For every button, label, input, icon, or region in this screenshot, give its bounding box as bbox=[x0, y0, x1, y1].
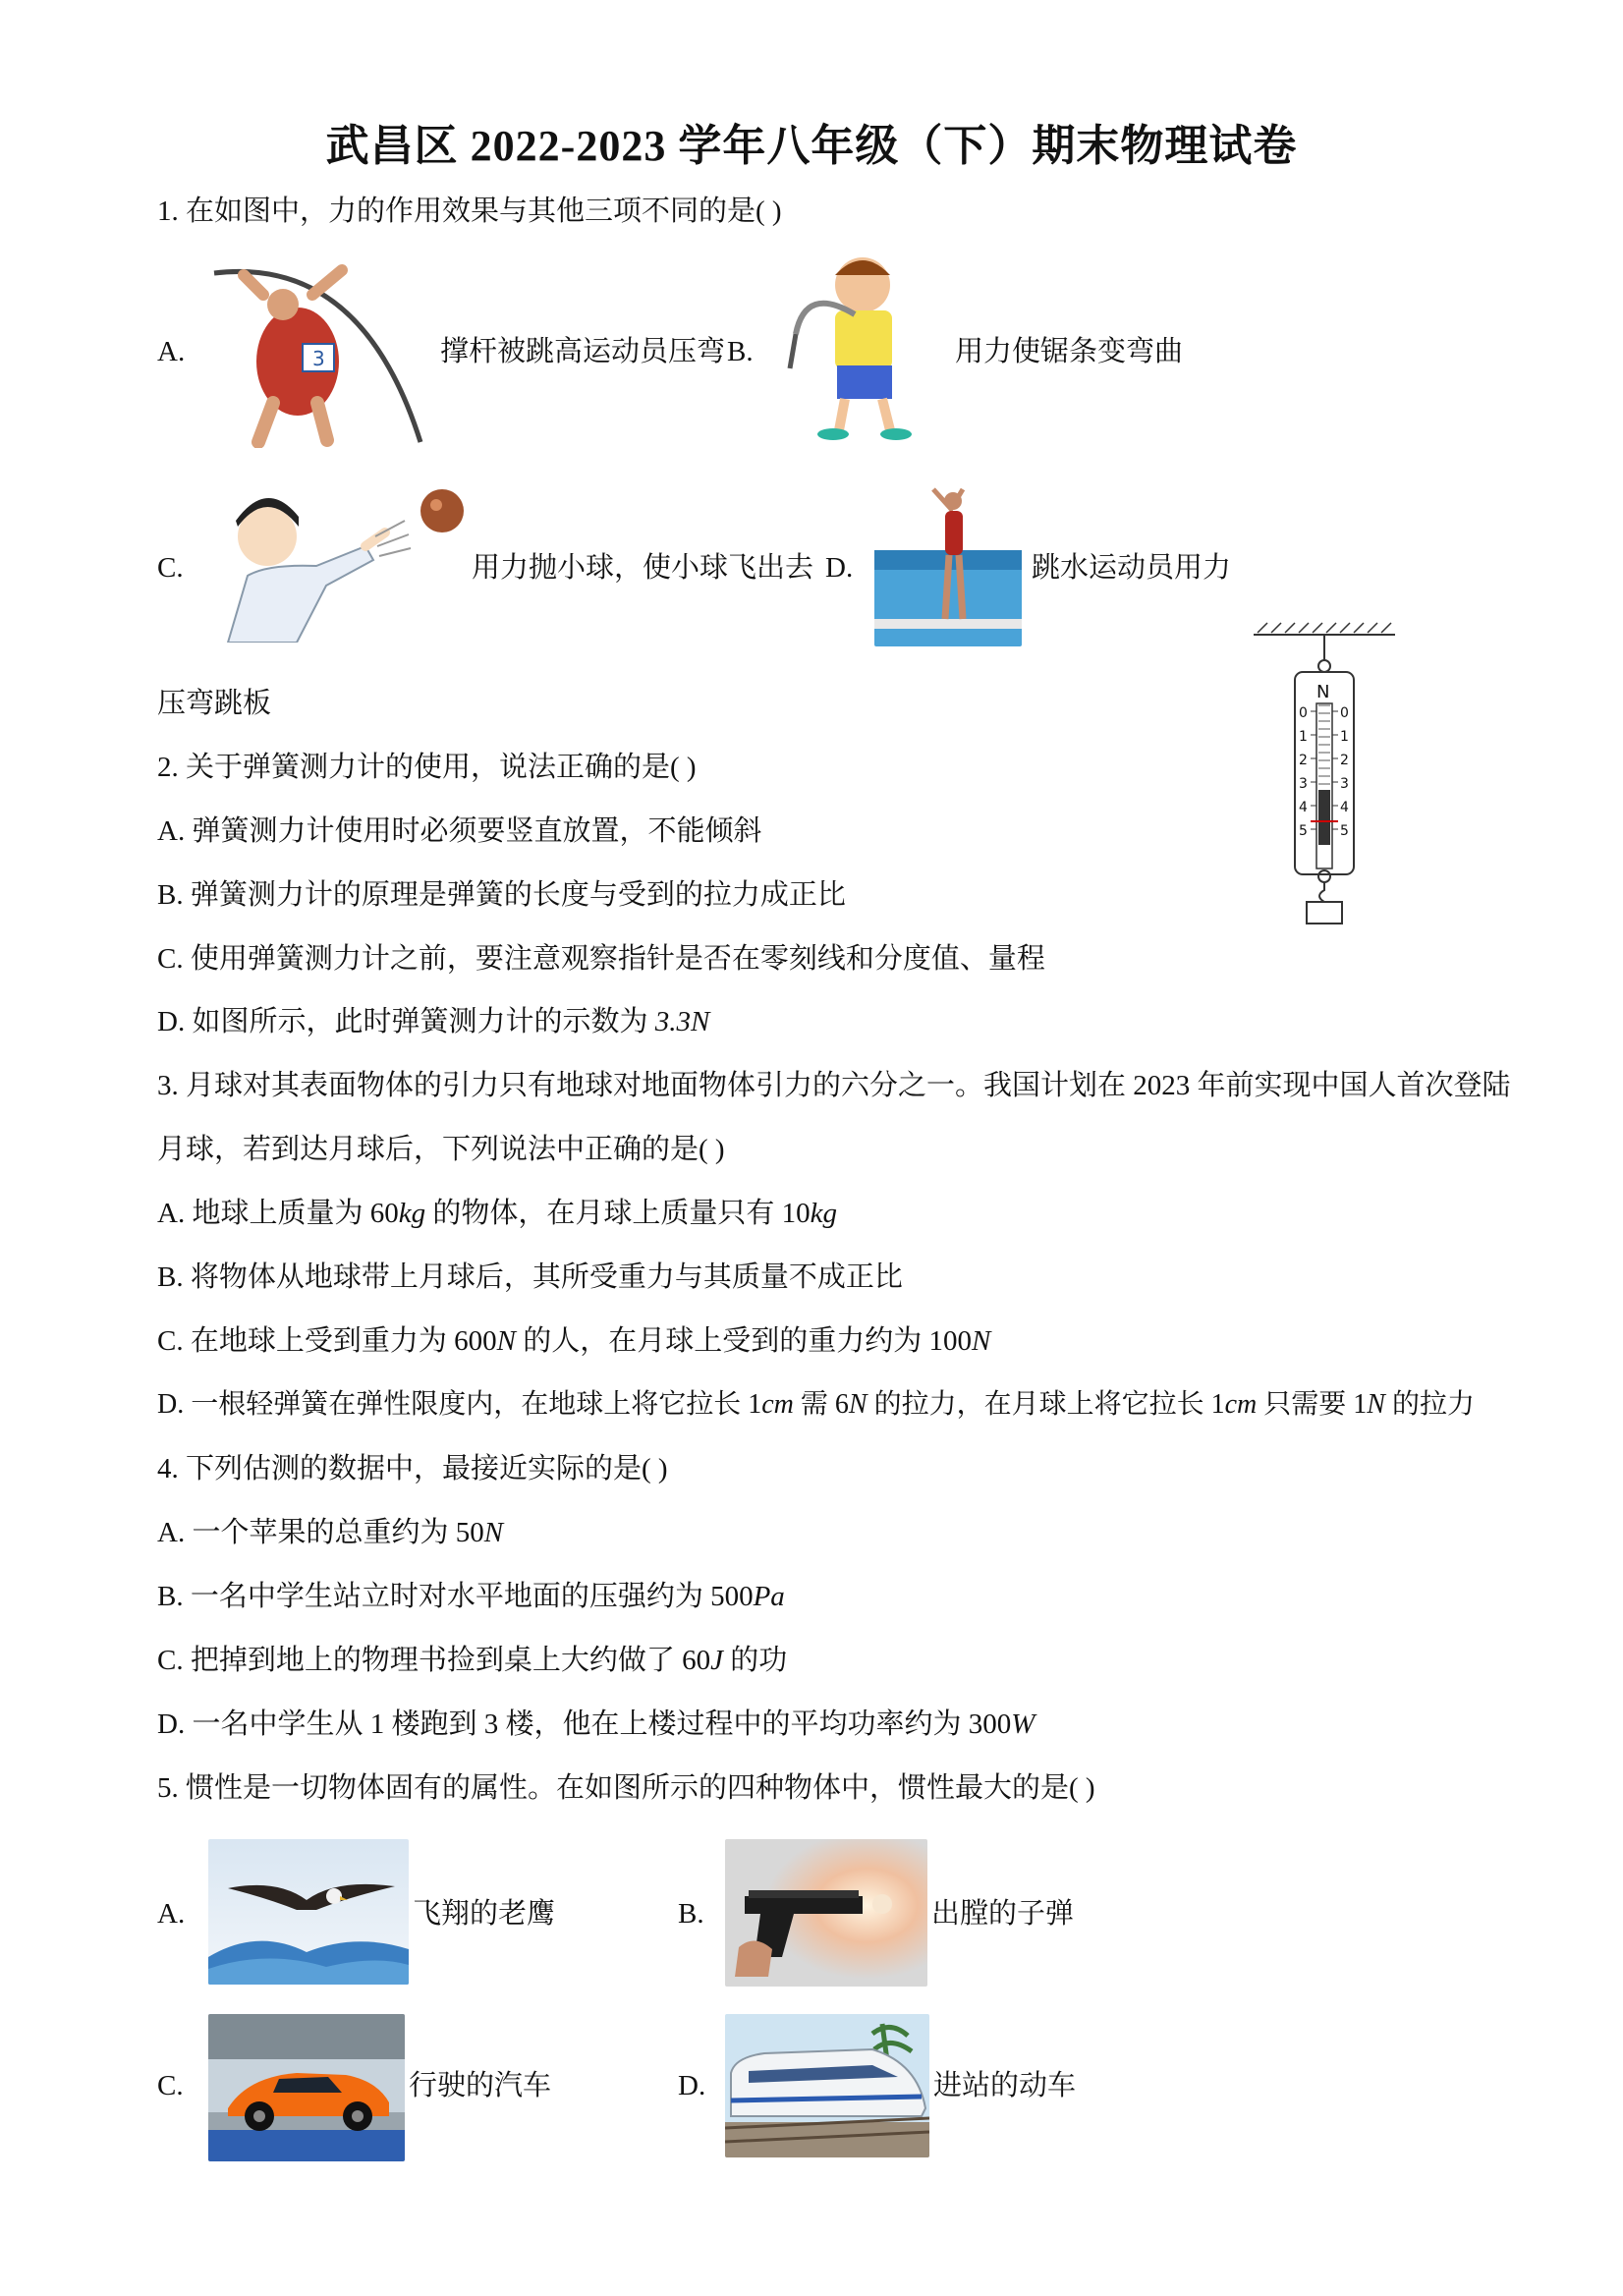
scale-tick-right-5: 5 bbox=[1340, 823, 1349, 839]
q4-b-part: B. 一名中学生站立时对水平地面的压强约为 500 bbox=[157, 1581, 754, 1612]
scale-tick-left-4: 4 bbox=[1299, 800, 1308, 815]
q5-option-b-text: 出膛的子弹 bbox=[931, 1898, 1075, 1930]
q5-option-b-letter: B. bbox=[678, 1898, 704, 1930]
q3-c-part: C. 在地球上受到重力为 600 bbox=[157, 1325, 497, 1357]
q4-d-part: D. 一名中学生从 1 楼跑到 3 楼，他在上楼过程中的平均功率约为 300 bbox=[157, 1708, 1012, 1740]
q5-option-c-text: 行驶的汽车 bbox=[409, 2070, 552, 2101]
q2-option-a: A. 弹簧测力计使用时必须要竖直放置，不能倾斜 bbox=[157, 815, 762, 847]
q4-option-a bbox=[157, 1515, 503, 1550]
q1-option-c-letter: C. bbox=[157, 552, 184, 584]
q2-option-c: C. 使用弹簧测力计之前，要注意观察指针是否在零刻线和分度值、量程 bbox=[157, 943, 1045, 975]
q4-c-part: 的功 bbox=[722, 1645, 788, 1676]
scale-tick-right-0: 0 bbox=[1340, 705, 1349, 721]
q4-option-b bbox=[157, 1579, 785, 1614]
q3-d-unit: cm bbox=[761, 1389, 794, 1420]
q3-d-unit: N bbox=[1367, 1389, 1385, 1420]
scale-tick-left-5: 5 bbox=[1299, 823, 1308, 839]
q3-option-d bbox=[157, 1387, 1475, 1423]
q4-a-unit: N bbox=[483, 1517, 504, 1548]
q3-d-part: D. 一根轻弹簧在弹性限度内，在地球上将它拉长 1 bbox=[157, 1389, 762, 1420]
question-4-stem: 4. 下列估测的数据中，最接近实际的是( ) bbox=[157, 1453, 668, 1484]
bullet-train-image bbox=[725, 2014, 929, 2157]
q3-c-unit: N bbox=[971, 1325, 991, 1357]
q3-d-part: 只需要 1 bbox=[1257, 1389, 1368, 1420]
eagle-image bbox=[208, 1839, 409, 1985]
q2-option-b: B. 弹簧测力计的原理是弹簧的长度与受到的拉力成正比 bbox=[157, 879, 846, 911]
q5-option-d-text: 进站的动车 bbox=[933, 2070, 1077, 2101]
scale-tick-right-2: 2 bbox=[1340, 753, 1349, 768]
q1-option-d-text: 跳水运动员用力 bbox=[1032, 552, 1232, 584]
q3-d-part: 的拉力，在月球上将它拉长 1 bbox=[867, 1389, 1225, 1420]
q2-option-d-value: 3.3N bbox=[654, 1006, 710, 1037]
q5-option-c-letter: C. bbox=[157, 2070, 184, 2101]
pole-vault-image bbox=[204, 246, 436, 448]
q3-d-unit: cm bbox=[1224, 1389, 1258, 1420]
page-title: 武昌区 2022-2023 学年八年级（下）期末物理试卷 bbox=[325, 122, 1298, 170]
q3-d-part: 的拉力 bbox=[1384, 1389, 1475, 1420]
scale-unit-label: N bbox=[1316, 682, 1330, 702]
question-5-stem: 5. 惯性是一切物体固有的属性。在如图所示的四种物体中，惯性最大的是( ) bbox=[157, 1772, 1095, 1804]
diving-board-image bbox=[874, 481, 1022, 646]
q1-option-c-text: 用力抛小球，使小球飞出去 bbox=[472, 552, 814, 584]
q3-a-unit: kg bbox=[398, 1198, 426, 1229]
q3-a-part: A. 地球上质量为 60 bbox=[157, 1198, 399, 1229]
q3-d-unit: N bbox=[848, 1389, 867, 1420]
q3-c-part: 的人，在月球上受到的重力约为 100 bbox=[515, 1325, 972, 1357]
q4-c-unit: J bbox=[710, 1645, 723, 1676]
q4-b-unit: Pa bbox=[753, 1581, 785, 1612]
q3-option-a bbox=[157, 1196, 837, 1231]
q4-option-d bbox=[157, 1707, 1035, 1742]
q5-option-d-letter: D. bbox=[678, 2070, 706, 2101]
q3-d-part: 需 6 bbox=[793, 1389, 849, 1420]
q1-option-b-letter: B. bbox=[727, 336, 754, 367]
q4-option-c bbox=[157, 1643, 787, 1678]
jersey-number: 3 bbox=[312, 347, 325, 370]
scale-tick-right-3: 3 bbox=[1340, 776, 1349, 792]
scale-tick-right-4: 4 bbox=[1340, 800, 1349, 815]
question-3-stem-line1: 3. 月球对其表面物体的引力只有地球对地面物体引力的六分之一。我国计划在 2023 年前实现中国人首次登陆 bbox=[157, 1070, 1511, 1101]
q5-option-a-text: 飞翔的老鹰 bbox=[413, 1898, 556, 1930]
q3-option-c bbox=[157, 1323, 990, 1359]
question-2-stem: 2. 关于弹簧测力计的使用，说法正确的是( ) bbox=[157, 752, 697, 783]
bending-saw-image bbox=[776, 246, 941, 444]
question-1-stem: 1. 在如图中，力的作用效果与其他三项不同的是( ) bbox=[157, 196, 782, 227]
scale-tick-left-0: 0 bbox=[1299, 705, 1308, 721]
scale-tick-left-3: 3 bbox=[1299, 776, 1308, 792]
q3-a-unit: kg bbox=[810, 1198, 837, 1229]
q2-option-d bbox=[157, 1004, 709, 1039]
bullet-gun-image bbox=[725, 1839, 927, 1987]
scale-tick-left-2: 2 bbox=[1299, 753, 1308, 768]
question-3-stem-line2: 月球，若到达月球后，下列说法中正确的是( ) bbox=[157, 1134, 725, 1165]
q1-option-b-text: 用力使锯条变弯曲 bbox=[955, 336, 1184, 367]
q3-c-unit: N bbox=[496, 1325, 516, 1357]
scale-tick-right-1: 1 bbox=[1340, 729, 1349, 745]
q1-option-d-letter: D. bbox=[825, 552, 854, 584]
q1-option-d-text-continued: 压弯跳板 bbox=[157, 688, 272, 719]
q3-a-part: 的物体，在月球上质量只有 10 bbox=[425, 1198, 811, 1229]
racing-car-image bbox=[208, 2014, 405, 2161]
throwing-ball-image bbox=[208, 477, 468, 643]
q2-option-d-text: D. 如图所示，此时弹簧测力计的示数为 bbox=[157, 1006, 655, 1037]
q1-option-a-letter: A. bbox=[157, 336, 186, 367]
q4-d-unit: W bbox=[1011, 1708, 1035, 1740]
scale-tick-left-1: 1 bbox=[1299, 729, 1308, 745]
spring-scale-figure bbox=[1246, 617, 1403, 931]
q1-option-a-text: 撑杆被跳高运动员压弯 bbox=[440, 336, 726, 367]
q4-a-part: A. 一个苹果的总重约为 50 bbox=[157, 1517, 484, 1548]
q3-option-b: B. 将物体从地球带上月球后，其所受重力与其质量不成正比 bbox=[157, 1261, 903, 1293]
q5-option-a-letter: A. bbox=[157, 1898, 186, 1930]
q4-c-part: C. 把掉到地上的物理书捡到桌上大约做了 60 bbox=[157, 1645, 711, 1676]
